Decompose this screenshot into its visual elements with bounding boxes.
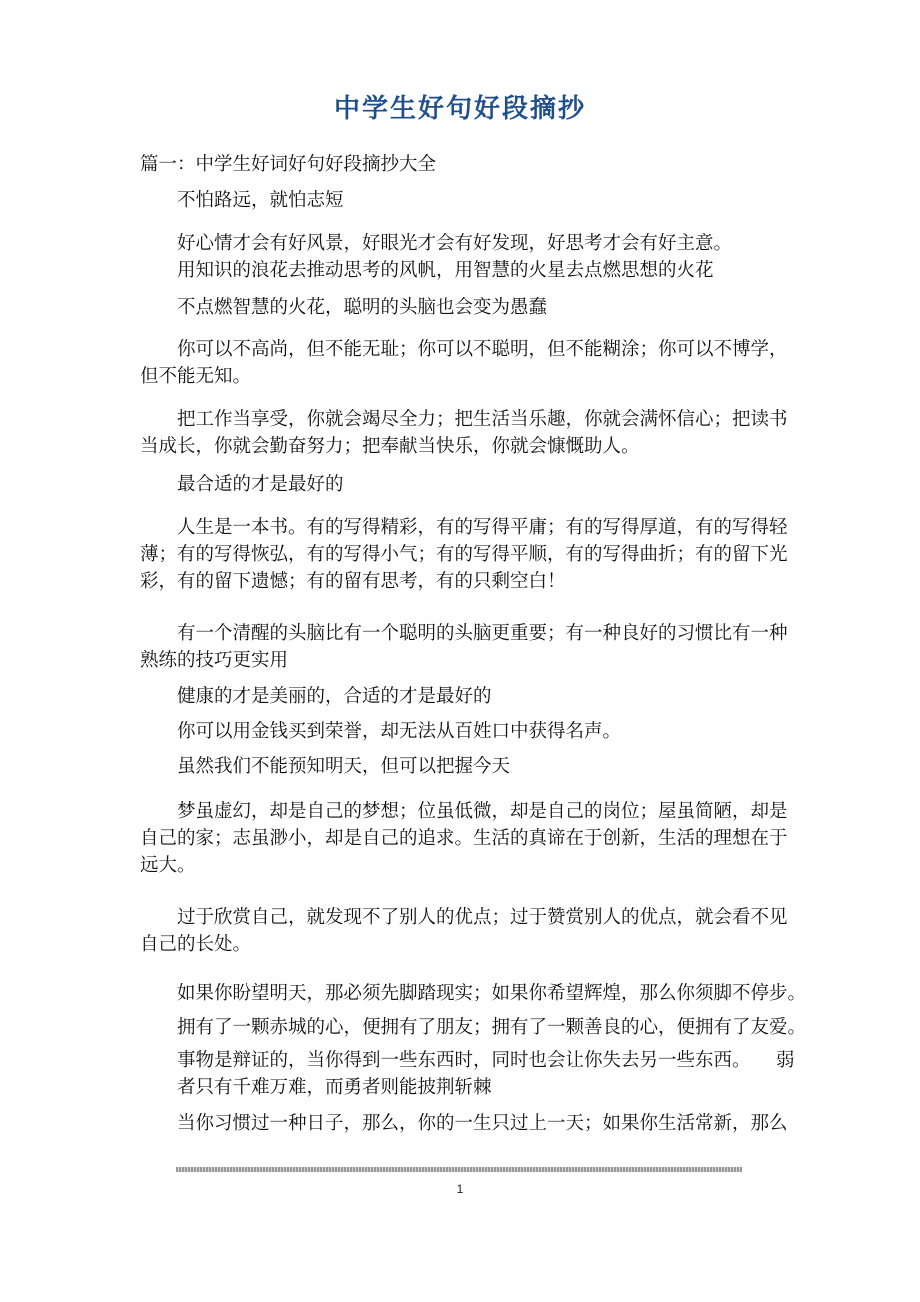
- text-line: 梦虽虚幻，却是自己的梦想；位虽低微，却是自己的岗位；屋虽简陋，却是: [177, 801, 788, 822]
- text-line: 过于欣赏自己，就发现不了别人的优点；过于赞赏别人的优点，就会看不见: [177, 907, 788, 928]
- text-line: 把工作当享受，你就会竭尽全力；把生活当乐趣，你就会满怀信心；把读书: [177, 409, 788, 430]
- text-line: 不怕路远，就怕志短: [177, 190, 344, 211]
- text-line: 事物是辩证的，当你得到一些东西时，同时也会让你失去另一些东西。: [177, 1050, 751, 1071]
- text-line: 健康的才是美丽的，合适的才是最好的: [177, 686, 492, 707]
- text-line: 你可以不高尚，但不能无耻；你可以不聪明，但不能糊涂；你可以不博学，: [177, 339, 788, 360]
- text-line: 最合适的才是最好的: [177, 474, 344, 495]
- text-line: 远大。: [140, 855, 196, 876]
- text-line: 拥有了一颗赤城的心，便拥有了朋友；拥有了一颗善良的心，便拥有了友爱。: [177, 1017, 807, 1038]
- text-line: 人生是一本书。有的写得精彩，有的写得平庸；有的写得厚道，有的写得轻: [177, 517, 788, 538]
- text-line: 当成长，你就会勤奋努力；把奉献当快乐，你就会慷慨助人。: [140, 436, 640, 457]
- text-line: 彩，有的留下遗憾；有的留有思考，有的只剩空白！: [140, 571, 566, 592]
- section-heading: 篇一：中学生好词好句好段摘抄大全: [140, 154, 437, 175]
- page-title: 中学生好句好段摘抄: [333, 94, 586, 124]
- footer-divider: [176, 1167, 742, 1172]
- text-line: 熟练的技巧更实用: [140, 650, 289, 671]
- text-line: 如果你盼望明天，那必须先脚踏现实；如果你希望辉煌，那么你须脚不停步。: [177, 983, 807, 1004]
- text-line: 当你习惯过一种日子，那么，你的一生只过上一天；如果你生活常新，那么: [177, 1113, 788, 1134]
- text-line: 弱: [776, 1050, 795, 1071]
- text-line: 用知识的浪花去推动思考的风帆，用智慧的火星去点燃思想的火花: [177, 260, 714, 281]
- text-line: 自己的家；志虽渺小，却是自己的追求。生活的真谛在于创新，生活的理想在于: [140, 828, 788, 849]
- text-line: 薄；有的写得恢弘，有的写得小气；有的写得平顺，有的写得曲折；有的留下光: [140, 544, 788, 565]
- text-line: 有一个清醒的头脑比有一个聪明的头脑更重要；有一种良好的习惯比有一种: [177, 623, 788, 644]
- text-line: 但不能无知。: [140, 366, 252, 387]
- text-line: 自己的长处。: [140, 934, 252, 955]
- text-line: 好心情才会有好风景，好眼光才会有好发现，好思考才会有好主意。: [177, 233, 733, 254]
- text-line: 虽然我们不能预知明天，但可以把握今天: [177, 756, 511, 777]
- page-number: 1: [456, 1182, 464, 1196]
- text-line: 你可以用金钱买到荣誉，却无法从百姓口中获得名声。: [177, 721, 622, 742]
- text-line: 不点燃智慧的火花，聪明的头脑也会变为愚蠢: [177, 297, 548, 318]
- text-line: 者只有千难万难，而勇者则能披荆斩棘: [177, 1077, 492, 1098]
